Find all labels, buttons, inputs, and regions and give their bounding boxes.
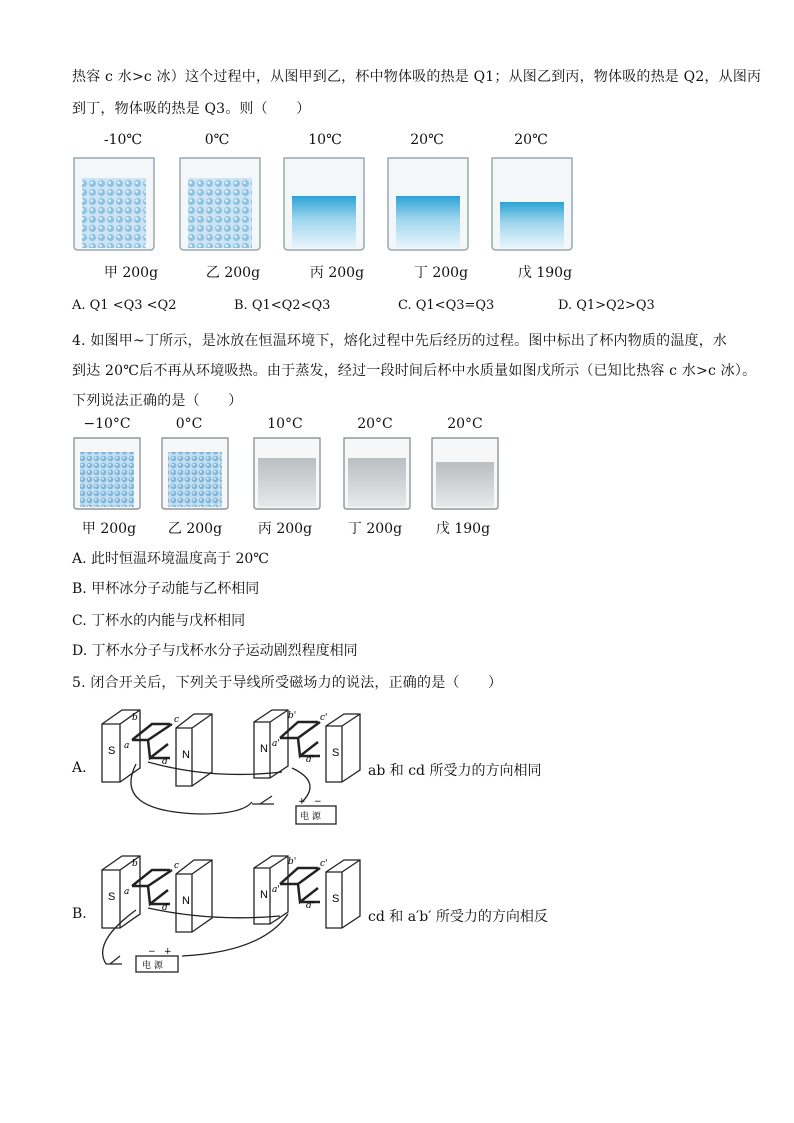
q3-option-b[interactable]: B. Q1<Q2<Q3 <box>234 298 331 313</box>
q5-b-a: a <box>124 887 130 897</box>
q5-text-line1: 5. 闭合开关后，下列关于导线所受磁场力的说法，正确的是（ ） <box>72 675 503 691</box>
q4-label-wu: 戊 190g <box>435 521 491 537</box>
q5-a-minus: − <box>314 797 322 807</box>
q5-a-label-N2: N <box>260 743 268 755</box>
q3-label-yi: 乙 200g <box>205 265 261 281</box>
q5-a-b2: b' <box>288 711 297 721</box>
beaker-ding <box>388 158 468 250</box>
q3-option-d[interactable]: D. Q1>Q2>Q3 <box>558 298 655 313</box>
q5-option-a-text[interactable]: ab 和 cd 所受力的方向相同 <box>368 763 542 779</box>
q5-a-a2: a' <box>272 739 280 749</box>
q5-b-label-S: S <box>108 891 116 903</box>
q4-choice-c[interactable]: C. 丁杯水的内能与戊杯相同 <box>72 613 246 629</box>
q5-a-d2: d' <box>306 755 315 765</box>
q5-b-plus: + <box>164 947 172 957</box>
q4-label-yi: 乙 200g <box>167 521 223 537</box>
q5-a-plus: + <box>298 797 306 807</box>
q5-b-c2: c' <box>320 859 328 869</box>
q5-a-battery: 电 源 <box>300 812 321 822</box>
q5-b-label-S2: S <box>332 893 340 905</box>
q4-beaker-wu <box>432 438 498 509</box>
q3-label-ding: 丁 200g <box>413 265 469 281</box>
q4-beaker-jia <box>74 438 140 509</box>
q5-b-label-N2: N <box>260 889 268 901</box>
q3-option-a[interactable]: A. Q1 <Q3 <Q2 <box>72 298 177 313</box>
q4-temp-yi: 0°C <box>175 416 203 432</box>
q3-temp-wu: 20℃ <box>514 132 548 148</box>
q4-text-line3: 下列说法正确的是（ ） <box>72 393 243 409</box>
q5-b-b: b <box>132 859 138 869</box>
q4-temp-jia: −10°C <box>83 416 131 432</box>
q4-beaker-yi <box>162 438 228 509</box>
q5-b-label-N: N <box>182 895 190 907</box>
beaker-jia <box>74 158 154 250</box>
q4-label-ding: 丁 200g <box>347 521 403 537</box>
q3-temp-bing: 10℃ <box>308 132 342 148</box>
q4-label-jia: 甲 200g <box>81 521 137 537</box>
q3-temp-ding: 20℃ <box>410 132 444 148</box>
q3-beakers-figure <box>70 152 590 256</box>
q5-option-a-letter[interactable]: A. <box>72 760 87 776</box>
q4-temp-bing: 10°C <box>267 416 303 432</box>
q5-option-b-text[interactable]: cd 和 a′b′ 所受力的方向相反 <box>368 909 548 925</box>
q3-temp-jia: -10℃ <box>103 132 143 148</box>
q5-option-a-figure <box>92 702 364 828</box>
q4-beaker-bing <box>254 438 320 509</box>
q5-b-d: d <box>162 903 168 913</box>
q5-a-label-N: N <box>182 749 190 761</box>
q5-a-c: c <box>174 715 180 725</box>
q5-a-label-S2: S <box>332 747 340 759</box>
q5-a-d: d <box>162 757 168 767</box>
q3-label-bing: 丙 200g <box>309 265 365 281</box>
q5-option-b-figure <box>92 852 364 974</box>
q4-temp-wu: 20°C <box>447 416 483 432</box>
q5-b-d2: d' <box>306 901 315 911</box>
q5-b-c: c <box>174 861 180 871</box>
q4-beaker-ding <box>344 438 410 509</box>
q5-b-minus: − <box>148 947 156 957</box>
q4-choice-d[interactable]: D. 丁杯水分子与戊杯水分子运动剧烈程度相同 <box>72 643 358 659</box>
q4-choice-b[interactable]: B. 甲杯冰分子动能与乙杯相同 <box>72 581 260 597</box>
beaker-yi <box>180 158 260 250</box>
q5-b-a2: a' <box>272 885 280 895</box>
q4-beakers-figure <box>72 434 502 512</box>
beaker-wu <box>492 158 572 250</box>
q4-text-line1: 4. 如图甲~丁所示，是冰放在恒温环境下，熔化过程中先后经历的过程。图中标出了杯内物质的温度，水 <box>72 333 728 349</box>
q3-text-line1: 热容 c 水>c 冰）这个过程中，从图甲到乙，杯中物体吸的热是 Q1；从图乙到丙，物体吸的热是 Q2，从图丙 <box>72 69 762 85</box>
beaker-bing <box>284 158 364 250</box>
q3-temp-yi: 0℃ <box>204 132 230 148</box>
q4-temp-ding: 20°C <box>357 416 393 432</box>
q3-label-wu: 戊 190g <box>517 265 573 281</box>
q5-a-a: a <box>124 741 130 751</box>
q5-a-b: b <box>132 713 138 723</box>
q3-label-jia: 甲 200g <box>103 265 159 281</box>
q4-text-line2: 到达 20℃后不再从环境吸热。由于蒸发，经过一段时间后杯中水质量如图戊所示（已知比热容 c 水>c 冰）。 <box>72 363 757 379</box>
q3-option-c[interactable]: C. Q1<Q3=Q3 <box>398 298 495 313</box>
q3-text-line2: 到丁，物体吸的热是 Q3。则（ ） <box>72 101 311 117</box>
q5-b-battery: 电 源 <box>142 961 163 971</box>
q5-b-b2: b' <box>288 857 297 867</box>
q4-label-bing: 丙 200g <box>257 521 313 537</box>
q4-choice-a[interactable]: A. 此时恒温环境温度高于 20℃ <box>72 551 269 567</box>
q5-a-label-S: S <box>108 745 116 757</box>
q5-a-c2: c' <box>320 713 328 723</box>
q5-option-b-letter[interactable]: B. <box>72 906 87 922</box>
